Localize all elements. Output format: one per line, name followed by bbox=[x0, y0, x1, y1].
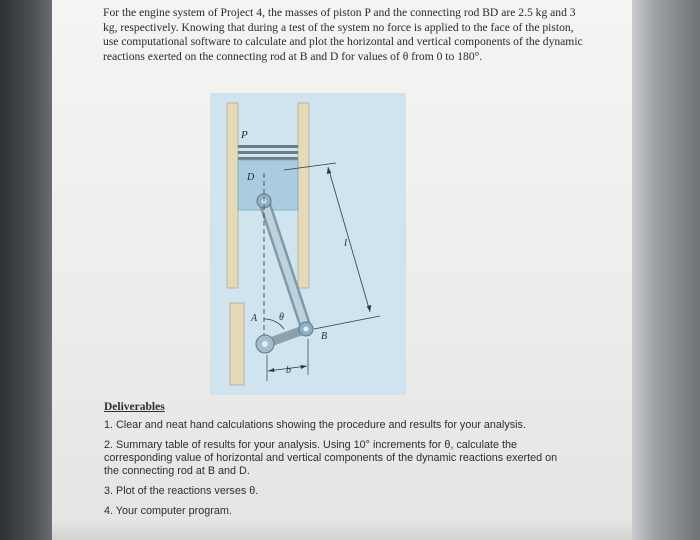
label-l: l bbox=[344, 237, 348, 249]
label-d: D bbox=[247, 172, 255, 183]
pin-b-center bbox=[304, 327, 309, 332]
engine-figure bbox=[210, 93, 406, 395]
engine-diagram bbox=[210, 93, 406, 395]
deliverable-item-1: 1. Clear and neat hand calculations showing the procedure and results for your analysis. bbox=[104, 419, 526, 431]
crank-support bbox=[230, 303, 244, 385]
cylinder-wall-right bbox=[298, 103, 309, 288]
label-a: A bbox=[251, 313, 258, 324]
deliverable-item-3: 3. Plot of the reactions verses θ. bbox=[104, 485, 259, 497]
label-b: B bbox=[321, 331, 328, 342]
label-p: P bbox=[241, 129, 248, 141]
deliverable-item-4: 4. Your computer program. bbox=[104, 505, 232, 517]
piston-ring-2 bbox=[238, 151, 298, 154]
label-theta: θ bbox=[279, 312, 284, 323]
desk-right-edge bbox=[632, 0, 700, 540]
deliverables-heading: Deliverables bbox=[104, 401, 165, 413]
deliverables-section bbox=[104, 401, 574, 525]
piston-ring-1 bbox=[238, 145, 298, 148]
deliverable-item-2: 2. Summary table of results for your analysis. Using 10° increments for θ, calculate the corresponding value of horizontal and vertical components of the dynamic reactions exerted on the connecting rod at B and D. bbox=[104, 439, 558, 477]
cylinder-wall-left bbox=[227, 103, 238, 288]
crank-hub-center bbox=[262, 341, 268, 347]
problem-statement: For the engine system of Project 4, the masses of piston P and the connecting rod BD are 2.5 kg and 3 kg, respectively. Knowing that during a test of the system no force is applied to the face of the piston, use computational software to calculate and plot the horizontal and vertical components of the dynamic reactions exerted on the connecting rod at B and D for values of θ from 0 to 180°. bbox=[103, 6, 583, 63]
desk-left-edge bbox=[0, 0, 52, 540]
piston-ring-3 bbox=[238, 157, 298, 160]
label-b-length: b bbox=[286, 365, 291, 376]
